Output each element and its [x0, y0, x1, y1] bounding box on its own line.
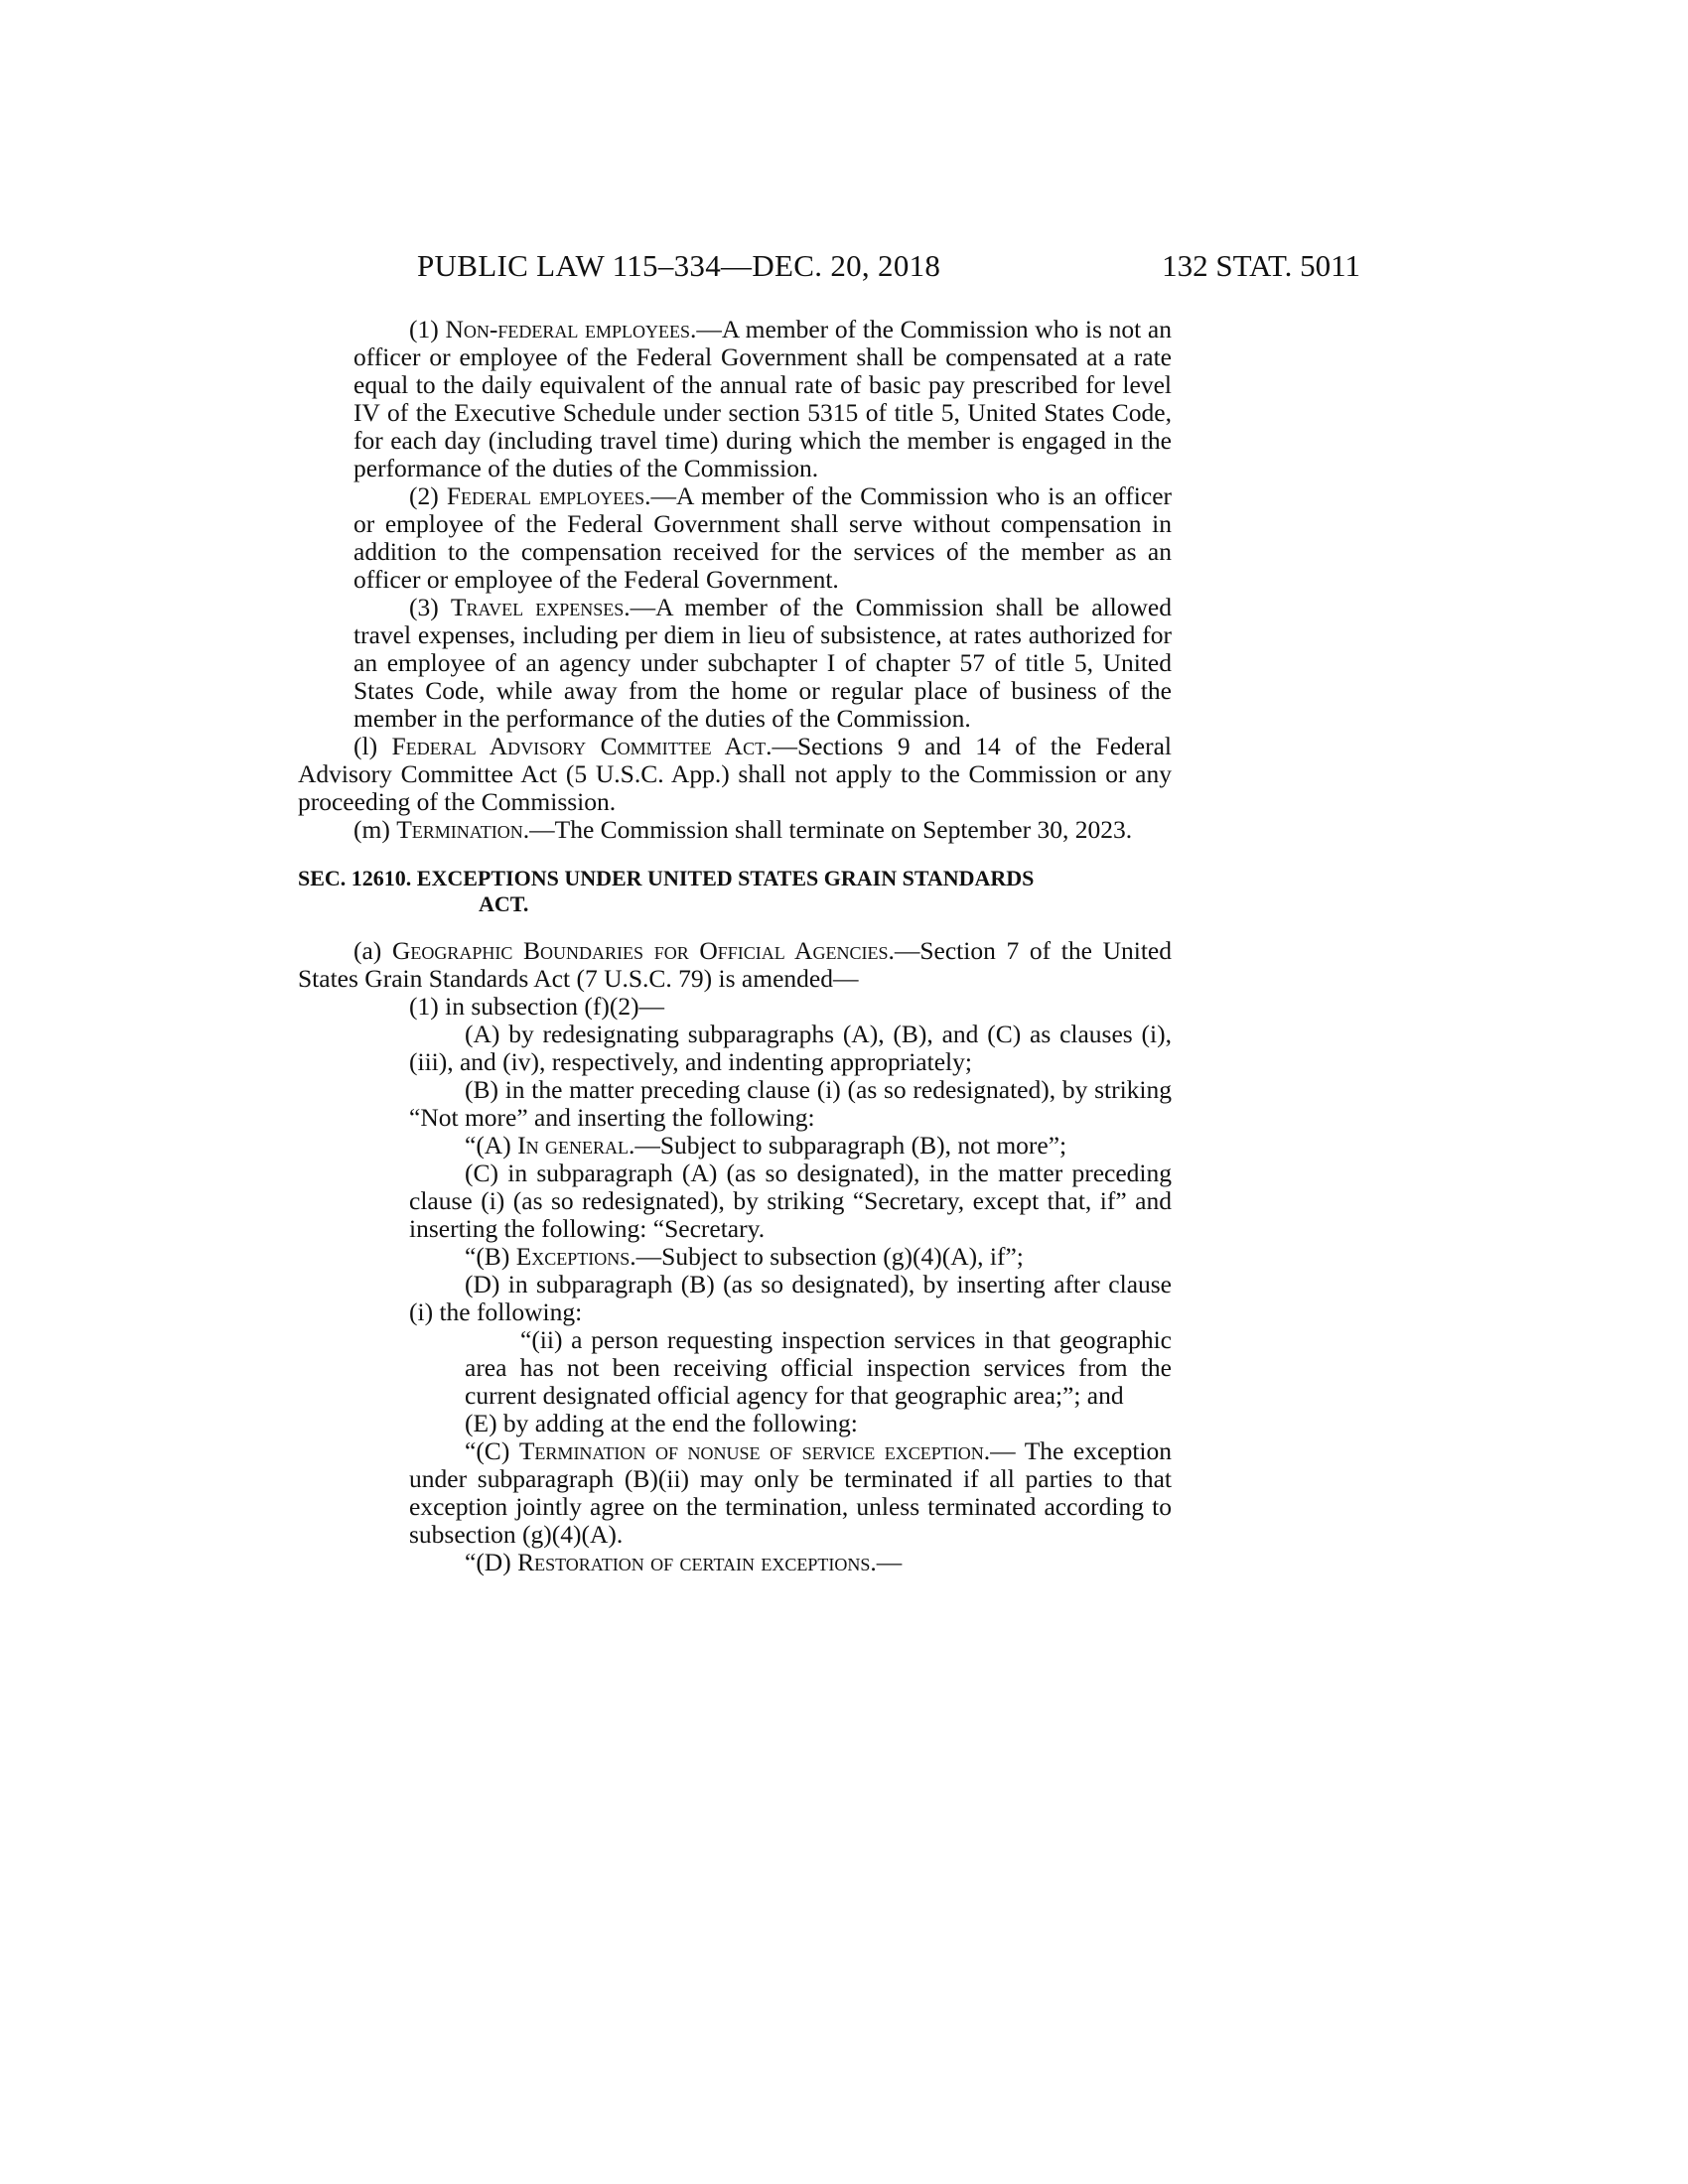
quoted-subparagraph-D: “(D) Restoration of certain exceptions.—	[465, 1548, 903, 1576]
quoted-heading: Restoration of certain exceptions	[517, 1548, 871, 1576]
quoted-heading: In general	[517, 1131, 629, 1160]
amendment-item-B: (B) in the matter preceding clause (i) (as so redesignated), by striking “Not more” and inserting the following:	[409, 1075, 1172, 1132]
subsection-heading: Federal Advisory Committee Act	[391, 732, 767, 760]
quoted-heading: Exceptions	[515, 1242, 631, 1271]
paragraph-heading: Travel expenses	[450, 593, 625, 621]
quoted-subparagraph-C: “(C) Termination of nonuse of service exception.— The exception under subparagraph (B)(ii) may only be terminated if all parties to that exception jointly agree on the termination, unless terminated according to subsection (g)(4)(A).	[409, 1436, 1173, 1549]
subsection-geographic-boundaries: (a) Geographic Boundaries for Official Agencies.—Section 7 of the United States Grain Standards Act (7 U.S.C. 79) is amended—	[298, 936, 1172, 993]
paragraph-travel-expenses: (3) Travel expenses.—A member of the Commission shall be allowed travel expenses, including per diem in lieu of subsistence, at rates authorized for an employee of an agency under subchapter I of chapter 57 of title 5, United States Code, while away from the home or regular place of business of the member in the performance of the duties of the Commission.	[353, 593, 1172, 733]
running-header-title: PUBLIC LAW 115–334—DEC. 20, 2018	[417, 248, 941, 283]
quoted-subparagraph-A: “(A) In general.—Subject to subparagraph (B), not more”;	[465, 1131, 1067, 1160]
amendment-item-D: (D) in subparagraph (B) (as so designated), by inserting after clause (i) the following:	[409, 1270, 1172, 1326]
amendment-item-C: (C) in subparagraph (A) (as so designated), in the matter preceding clause (i) (as so redesignated), by striking “Secretary, except that, if” and inserting the following: “Secretary.	[409, 1159, 1172, 1243]
paragraph-heading: Federal employees	[446, 481, 645, 510]
paragraph-federal-employees: (2) Federal employees.—A member of the Commission who is an officer or employee of the Federal Government shall serve without compensation in addition to the compensation received for the services of the member as an officer or employee of the Federal Government.	[353, 481, 1173, 594]
subsection-heading: Geographic Boundaries for Official Agencies	[391, 936, 889, 965]
amendment-item-1: (1) in subsection (f)(2)—	[409, 992, 665, 1021]
paragraph-heading: Non-federal employees	[445, 315, 691, 343]
subsection-termination: (m) Termination.—The Commission shall terminate on September 30, 2023.	[353, 815, 1133, 844]
quoted-heading: Termination of nonuse of service exception	[518, 1436, 984, 1465]
quoted-subparagraph-B: “(B) Exceptions.—Subject to subsection (g)(4)(A), if”;	[465, 1242, 1024, 1271]
section-heading: SEC. 12610. EXCEPTIONS UNDER UNITED STATES GRAIN STANDARDS ACT.	[298, 866, 1035, 916]
quoted-clause-ii: “(ii) a person requesting inspection services in that geographic area has not been receiving official inspection services from the current designated official agency for that geographic area;”; and	[465, 1325, 1172, 1410]
document-body	[298, 316, 1172, 1576]
subsection-federal-advisory-committee-act: (l) Federal Advisory Committee Act.—Sections 9 and 14 of the Federal Advisory Committee Act (5 U.S.C. App.) shall not apply to the Commission or any proceeding of the Commission.	[298, 732, 1172, 816]
amendment-item-A: (A) by redesignating subparagraphs (A), (B), and (C) as clauses (i), (iii), and (iv), respectively, and indenting appropriately;	[409, 1020, 1172, 1076]
page-header	[298, 248, 1360, 288]
amendment-item-E: (E) by adding at the end the following:	[465, 1409, 858, 1437]
subsection-heading: Termination	[396, 815, 523, 844]
statute-page-number: 132 STAT. 5011	[1162, 248, 1360, 283]
paragraph-non-federal-employees: (1) Non-federal employees.—A member of the Commission who is not an officer or employee of the Federal Government shall be compensated at a rate equal to the daily equivalent of the annual rate of basic pay prescribed for level IV of the Executive Schedule under section 5315 of title 5, United States Code, for each day (including travel time) during which the member is engaged in the performance of the duties of the Commission.	[353, 315, 1172, 482]
